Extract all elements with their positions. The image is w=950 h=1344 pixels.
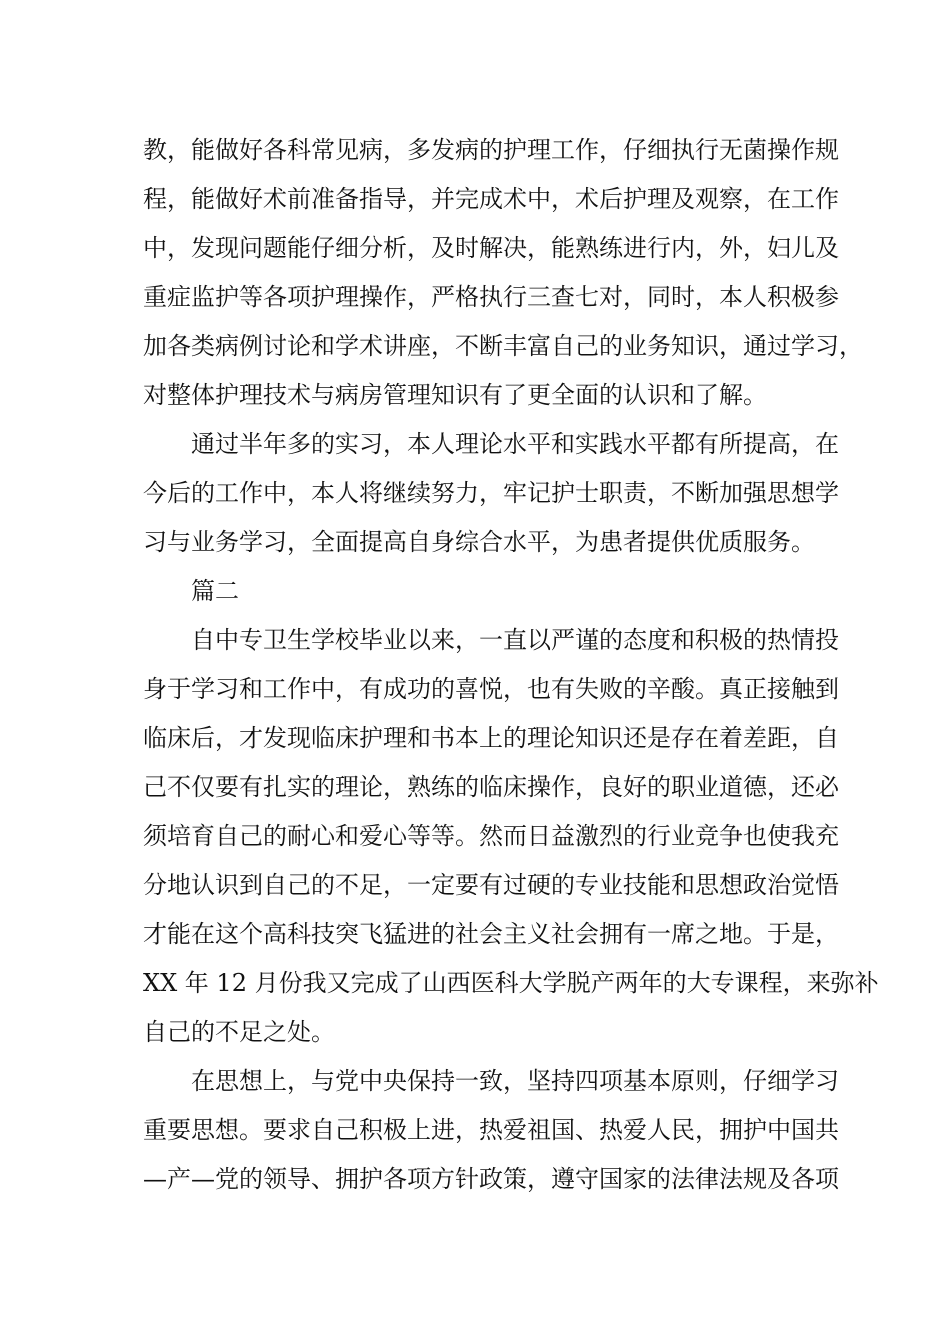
text-line: 才能在这个高科技突飞猛进的社会主义社会拥有一席之地。于是， bbox=[143, 920, 839, 948]
text-line: 须培育自己的耐心和爱心等等。然而日益激烈的行业竞争也使我充 bbox=[143, 822, 839, 850]
text-line: 在思想上，与党中央保持一致，坚持四项基本原则，仔细学习 bbox=[191, 1067, 839, 1095]
text-line: 自己的不足之处。 bbox=[143, 1018, 335, 1046]
text-line: 程，能做好术前准备指导，并完成术中，术后护理及观察，在工作 bbox=[143, 185, 839, 213]
text-line: 己不仅要有扎实的理论，熟练的临床操作，良好的职业道德，还必 bbox=[143, 773, 839, 801]
text-line: 今后的工作中，本人将继续努力，牢记护士职责，不断加强思想学 bbox=[143, 479, 839, 507]
text-line: 教，能做好各科常见病，多发病的护理工作，仔细执行无菌操作规 bbox=[143, 136, 839, 164]
text-line: 通过半年多的实习，本人理论水平和实践水平都有所提高，在 bbox=[191, 430, 839, 458]
body-text bbox=[143, 126, 879, 1204]
text-line: 中，发现问题能仔细分析，及时解决，能熟练进行内，外，妇儿及 bbox=[143, 234, 839, 262]
text-line: 加各类病例讨论和学术讲座，不断丰富自己的业务知识，通过学习， bbox=[143, 332, 863, 360]
text-line: 临床后，才发现临床护理和书本上的理论知识还是存在着差距，自 bbox=[143, 724, 839, 752]
text-line: 习与业务学习，全面提高自身综合水平，为患者提供优质服务。 bbox=[143, 528, 815, 556]
text-line: 身于学习和工作中，有成功的喜悦，也有失败的辛酸。真正接触到 bbox=[143, 675, 839, 703]
text-line: 重要思想。要求自己积极上进，热爱祖国、热爱人民，拥护中国共 bbox=[143, 1116, 839, 1144]
text-line: 对整体护理技术与病房管理知识有了更全面的认识和了解。 bbox=[143, 381, 767, 409]
text-line: 分地认识到自己的不足，一定要有过硬的专业技能和思想政治觉悟 bbox=[143, 871, 839, 899]
section-heading: 篇二 bbox=[191, 577, 239, 605]
text-line: —产—党的领导、拥护各项方针政策，遵守国家的法律法规及各项 bbox=[143, 1165, 839, 1193]
text-line: 自中专卫生学校毕业以来，一直以严谨的态度和积极的热情投 bbox=[191, 626, 839, 654]
text-line: XX 年 12 月份我又完成了山西医科大学脱产两年的大专课程，来弥补 bbox=[143, 969, 879, 997]
text-line: 重症监护等各项护理操作，严格执行三查七对，同时，本人积极参 bbox=[143, 283, 839, 311]
